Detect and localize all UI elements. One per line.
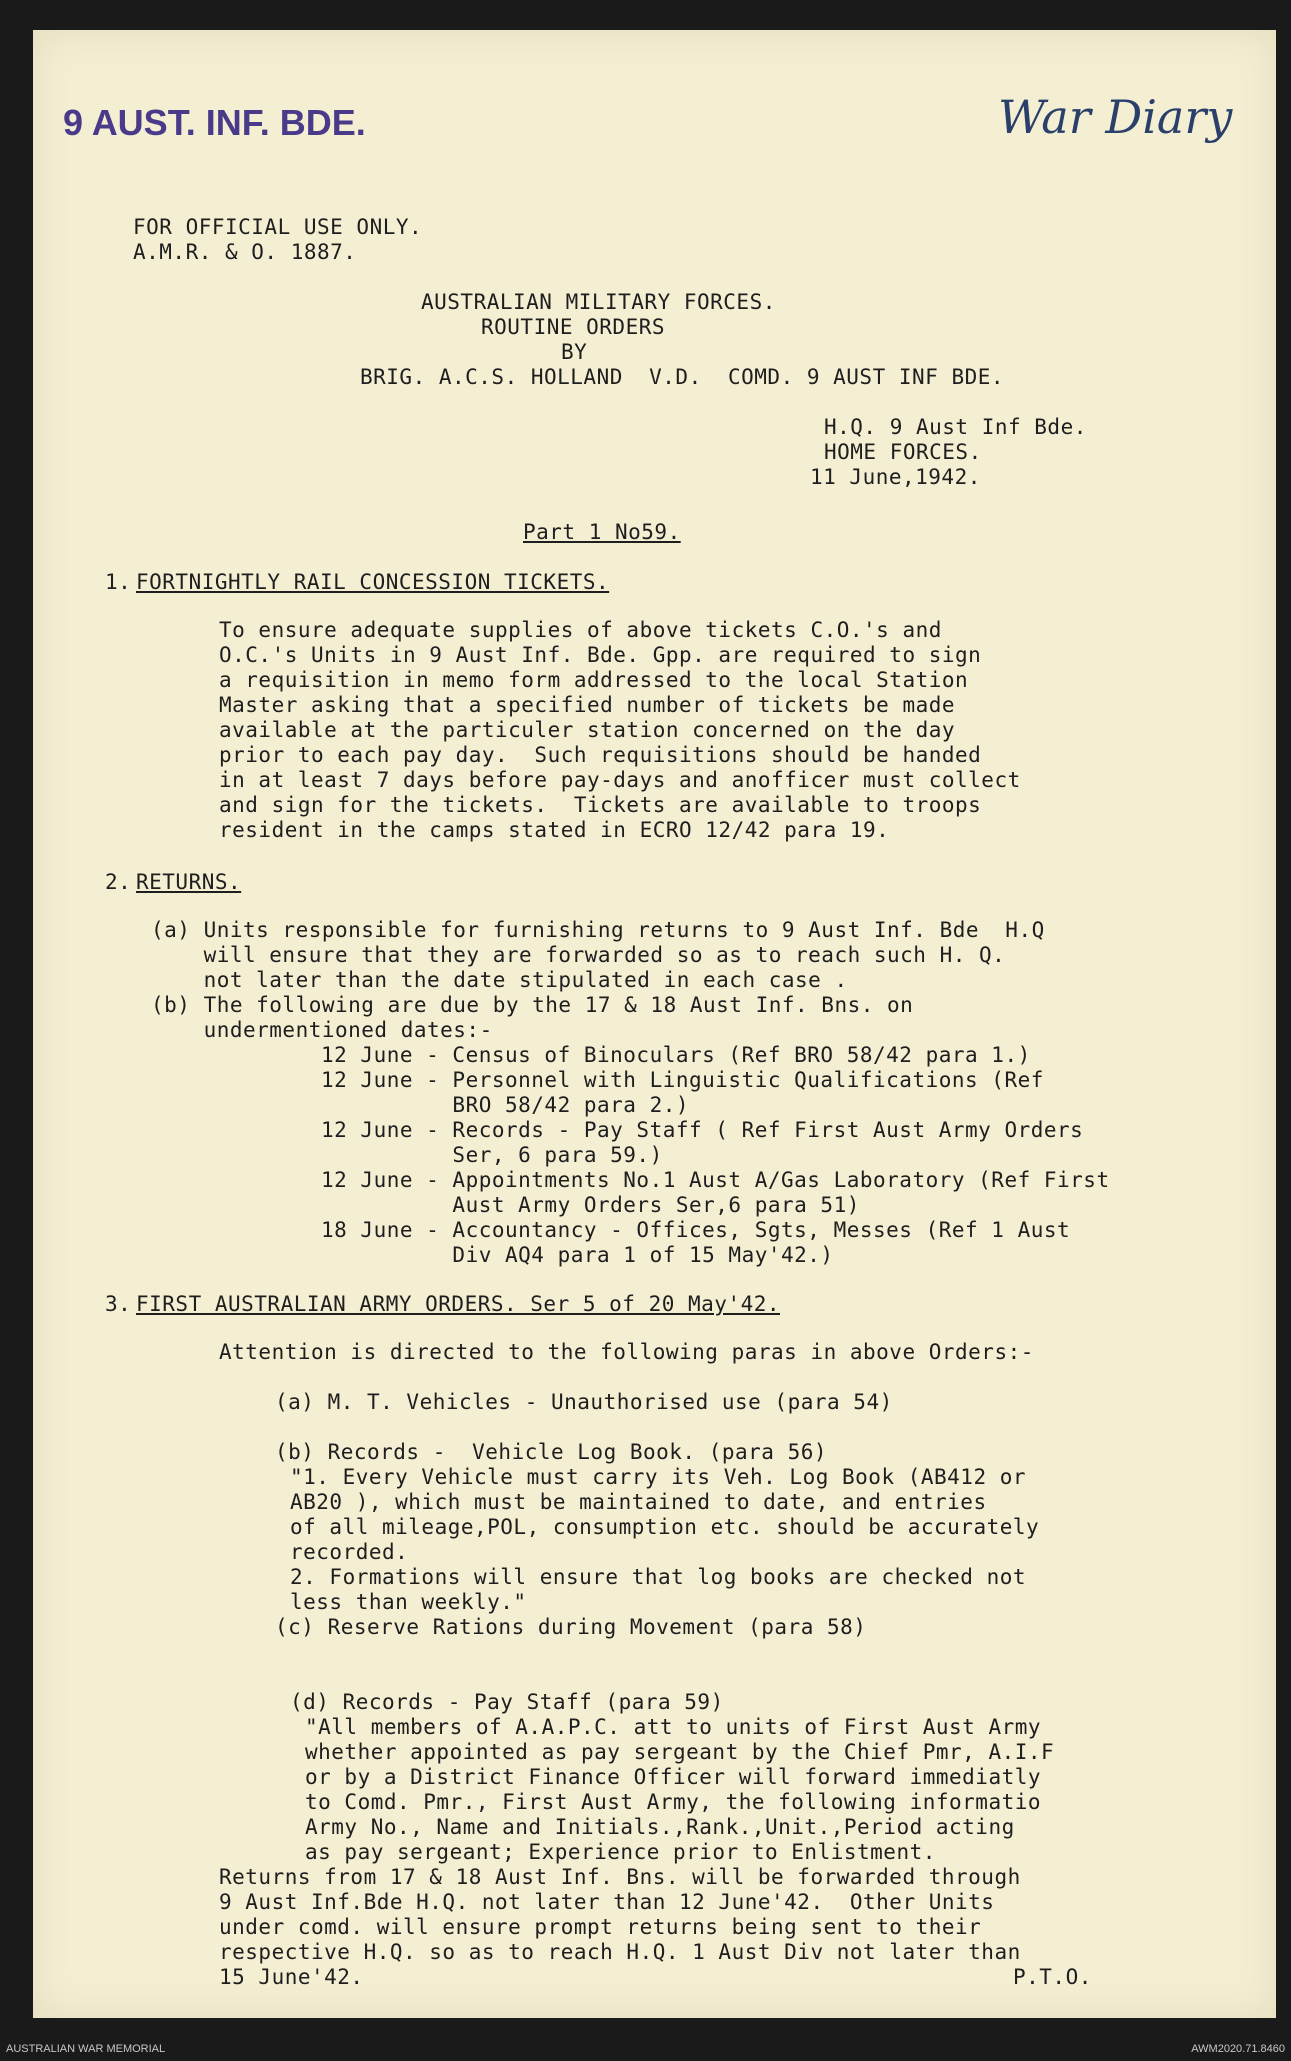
text-line: to Comd. Pmr., First Aust Army, the following informatio bbox=[305, 1790, 1042, 1814]
item-b-quote bbox=[290, 1465, 1039, 1615]
text-line: less than weekly." bbox=[290, 1590, 527, 1614]
text-line: or by a District Finance Officer will forward immediatly bbox=[305, 1765, 1042, 1789]
unit-stamp: 9 AUST. INF. BDE. bbox=[63, 102, 366, 143]
text-line: will ensure that they are forwarded so as to reach such H. Q. bbox=[151, 943, 1006, 967]
restriction-line: FOR OFFICIAL USE ONLY. bbox=[133, 215, 423, 239]
handwritten-annotation: War Diary bbox=[998, 90, 1233, 144]
text-line: 9 Aust Inf.Bde H.Q. not later than 12 June'42. Other Units bbox=[219, 1890, 995, 1914]
text-line: (b) The following are due by the 17 & 18 Aust Inf. Bns. on bbox=[151, 993, 914, 1017]
text-line: Army No., Name and Initials.,Rank.,Unit.,Period acting bbox=[305, 1815, 1015, 1839]
text-line: 15 June'42. bbox=[219, 1965, 364, 1989]
list-item: 18 June - Accountancy - Offices, Sgts, Messes (Ref 1 Aust bbox=[321, 1218, 1071, 1242]
text-line: To ensure adequate supplies of above tickets C.O.'s and bbox=[219, 618, 942, 642]
amr-reference: A.M.R. & O. 1887. bbox=[133, 240, 357, 264]
text-line: Master asking that a specified number of tickets be made bbox=[219, 693, 956, 717]
closing-paragraph bbox=[219, 1865, 1021, 1990]
text-line: "1. Every Vehicle must carry its Veh. Log Book (AB412 or bbox=[290, 1465, 1027, 1489]
section-1-body bbox=[219, 618, 1021, 843]
item-d-heading: (d) Records - Pay Staff (para 59) bbox=[290, 1690, 724, 1714]
text-line: Returns from 17 & 18 Aust Inf. Bns. will be forwarded through bbox=[219, 1865, 1021, 1889]
list-item: 12 June - Personnel with Linguistic Qualifications (Ref bbox=[321, 1068, 1044, 1092]
list-item: 12 June - Appointments No.1 Aust A/Gas Laboratory (Ref First bbox=[321, 1168, 1110, 1192]
section-2-heading: RETURNS. bbox=[136, 870, 242, 894]
text-line: O.C.'s Units in 9 Aust Inf. Bde. Gpp. are required to sign bbox=[219, 643, 982, 667]
section-1-number: 1. bbox=[105, 570, 132, 594]
list-item: 12 June - Records - Pay Staff ( Ref First Aust Army Orders bbox=[321, 1118, 1084, 1142]
text-line: a requisition in memo form addressed to the local Station bbox=[219, 668, 969, 692]
section-3-heading: FIRST AUSTRALIAN ARMY ORDERS. Ser 5 of 20 May'42. bbox=[136, 1292, 781, 1316]
text-line: 2. Formations will ensure that log books are checked not bbox=[290, 1565, 1027, 1589]
hq-line-1: H.Q. 9 Aust Inf Bde. bbox=[824, 415, 1087, 439]
section-1-heading: FORTNIGHTLY RAIL CONCESSION TICKETS. bbox=[136, 570, 610, 594]
hq-line-2: HOME FORCES. bbox=[824, 440, 982, 464]
item-a: (a) M. T. Vehicles - Unauthorised use (para 54) bbox=[275, 1390, 893, 1414]
title-line-4: BRIG. A.C.S. HOLLAND V.D. COMD. 9 AUST INF BDE. bbox=[360, 365, 1005, 389]
item-d-quote bbox=[305, 1715, 1054, 1865]
item-b-heading: (b) Records - Vehicle Log Book. (para 56) bbox=[275, 1440, 828, 1464]
text-line: of all mileage,POL, consumption etc. should be accurately bbox=[290, 1515, 1040, 1539]
text-line: recorded. bbox=[290, 1540, 409, 1564]
title-line-2: ROUTINE ORDERS bbox=[481, 315, 666, 339]
footer-reference: AWM2020.71.8460 bbox=[1191, 2043, 1285, 2055]
section-2-number: 2. bbox=[105, 870, 132, 894]
text-line: resident in the camps stated in ECRO 12/42 para 19. bbox=[219, 818, 890, 842]
text-line: as pay sergeant; Experience prior to Enlistment. bbox=[305, 1840, 936, 1864]
text-line: and sign for the tickets. Tickets are available to troops bbox=[219, 793, 982, 817]
section-3-number: 3. bbox=[105, 1292, 132, 1316]
section-3-intro: Attention is directed to the following paras in above Orders:- bbox=[219, 1340, 1034, 1364]
section-2-body bbox=[151, 918, 1045, 1043]
document-page bbox=[33, 30, 1276, 2018]
title-line-3: BY bbox=[561, 340, 588, 364]
returns-date-list bbox=[321, 1043, 1110, 1268]
footer-credit: AUSTRALIAN WAR MEMORIAL bbox=[6, 2043, 166, 2055]
text-line: not later than the date stipulated in each case . bbox=[151, 968, 848, 992]
text-line: whether appointed as pay sergeant by the Chief Pmr, A.I.F bbox=[305, 1740, 1055, 1764]
list-item: 12 June - Census of Binoculars (Ref BRO 58/42 para 1.) bbox=[321, 1043, 1031, 1067]
text-line: undermentioned dates:- bbox=[151, 1018, 493, 1042]
list-item: Aust Army Orders Ser,6 para 51) bbox=[321, 1193, 860, 1217]
item-c: (c) Reserve Rations during Movement (para 58) bbox=[275, 1615, 867, 1639]
list-item: BRO 58/42 para 2.) bbox=[321, 1093, 690, 1117]
text-line: respective H.Q. so as to reach H.Q. 1 Aust Div not later than bbox=[219, 1940, 1021, 1964]
please-turn-over: P.T.O. bbox=[1013, 1965, 1092, 1989]
order-date: 11 June,1942. bbox=[810, 465, 981, 489]
title-line-1: AUSTRALIAN MILITARY FORCES. bbox=[421, 290, 776, 314]
text-line: in at least 7 days before pay-days and anofficer must collect bbox=[219, 768, 1021, 792]
list-item: Div AQ4 para 1 of 15 May'42.) bbox=[321, 1243, 834, 1267]
text-line: available at the particuler station concerned on the day bbox=[219, 718, 956, 742]
list-item: Ser, 6 para 59.) bbox=[321, 1143, 663, 1167]
text-line: prior to each pay day. Such requisitions should be handed bbox=[219, 743, 982, 767]
part-number: Part 1 No59. bbox=[523, 520, 681, 544]
text-line: AB20 ), which must be maintained to date, and entries bbox=[290, 1490, 987, 1514]
text-line: "All members of A.A.P.C. att to units of First Aust Army bbox=[305, 1715, 1042, 1739]
text-line: (a) Units responsible for furnishing returns to 9 Aust Inf. Bde H.Q bbox=[151, 918, 1045, 942]
text-line: under comd. will ensure prompt returns being sent to their bbox=[219, 1915, 982, 1939]
